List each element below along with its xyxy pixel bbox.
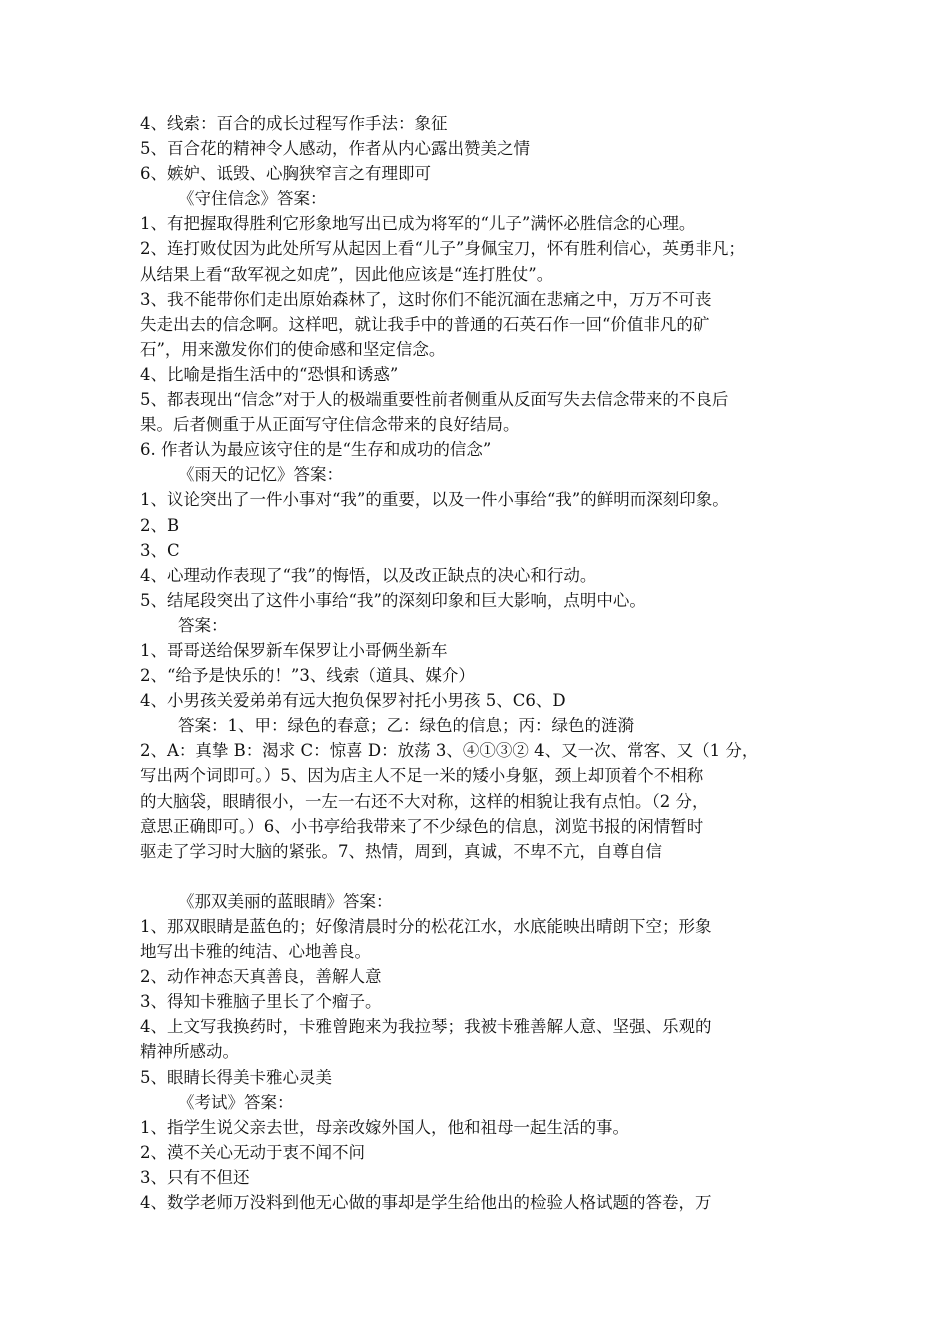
text-line: 3、得知卡雅脑子里长了个瘤子。 [140, 992, 382, 1012]
text-line: 5、百合花的精神令人感动，作者从内心露出赞美之情 [140, 139, 530, 159]
text-line: 从结果上看“敌军视之如虎”，因此他应该是“连打胜仗”。 [140, 264, 554, 284]
text-line: 1、指学生说父亲去世，母亲改嫁外国人，他和祖母一起生活的事。 [140, 1117, 629, 1137]
text-line: 写出两个词即可。）5、因为店主人不足一米的矮小身躯，颈上却顶着个不相称 [140, 766, 704, 786]
text-line: 4、线索：百合的成长过程写作手法：象征 [140, 114, 448, 133]
text-line: 4、小男孩关爱弟弟有远大抱负保罗衬托小男孩 5、C6、D [140, 691, 566, 711]
section-heading: 《雨天的记忆》答案： [178, 465, 343, 485]
text-line: 1、有把握取得胜利它形象地写出已成为将军的“儿子”满怀必胜信念的心理。 [140, 214, 696, 234]
text-line: 3、我不能带你们走出原始森林了，这时你们不能沉湎在悲痛之中，万万不可丧 [140, 289, 712, 309]
text-line: 精神所感动。 [140, 1042, 239, 1062]
text-line: 1、那双眼睛是蓝色的；好像清晨时分的松花江水，水底能映出晴朗下空；形象 [140, 917, 712, 936]
text-line: 4、比喻是指生活中的“恐惧和诱惑” [140, 364, 399, 384]
text-line: 的大脑袋，眼睛很小，一左一右还不大对称，这样的相貌让我有点怕。（2 分， [140, 791, 709, 811]
text-line: 2、“给予是快乐的！”3、线索（道具、媒介） [140, 666, 475, 686]
section-heading: 答案： [178, 615, 228, 635]
text-line: 4、心理动作表现了“我”的悔悟，以及改正缺点的决心和行动。 [140, 565, 597, 585]
text-line: 6、嫉妒、诋毁、心胸狭窄言之有理即可 [140, 164, 431, 184]
text-line: 5、眼睛长得美卡雅心灵美 [140, 1067, 332, 1087]
text-line: 驱走了学习时大脑的紧张。7、热情，周到，真诚，不卑不亢，自尊自信 [140, 841, 662, 861]
text-line: 3、只有不但还 [140, 1167, 250, 1187]
section-heading: 《考试》答案： [178, 1092, 294, 1112]
text-line: 2、动作神态天真善良，善解人意 [140, 967, 382, 987]
text-line: 2、B [140, 515, 180, 535]
section-heading: 答案：1、甲：绿色的春意；乙：绿色的信息；丙：绿色的涟漪 [178, 716, 634, 736]
text-line: 4、数学老师万没料到他无心做的事却是学生给他出的检验人格试题的答卷，万 [140, 1193, 712, 1213]
text-line: 3、C [140, 540, 180, 560]
text-line: 2、漠不关心无动于衷不闻不问 [140, 1142, 365, 1162]
section-heading: 《守住信念》答案： [178, 189, 327, 209]
text-line: 意思正确即可。）6、小书亭给我带来了不少绿色的信息，浏览书报的闲情暂时 [140, 816, 704, 836]
section-heading: 《那双美丽的蓝眼睛》答案： [178, 891, 393, 911]
document-body [140, 111, 830, 1215]
blank-line [140, 864, 830, 889]
text-line: 果。后者侧重于从正面写守住信念带来的良好结局。 [140, 415, 520, 435]
text-line: 5、结尾段突出了这件小事给“我”的深刻印象和巨大影响，点明中心。 [140, 590, 646, 610]
text-line: 5、都表现出“信念”对于人的极端重要性前者侧重从反面写失去信念带来的不良后 [140, 390, 729, 410]
text-line: 2、A：真挚 B：渴求 C：惊喜 D：放荡 3、④①③② 4、又一次、常客、又（1 分， [140, 741, 759, 761]
text-line: 石”，用来激发你们的使命感和坚定信念。 [140, 339, 446, 359]
text-line: 2、连打败仗因为此处所写从起因上看“儿子”身佩宝刀，怀有胜利信心，英勇非凡； [140, 239, 745, 259]
text-line: 失走出去的信念啊。这样吧，就让我手中的普通的石英石作一回“价值非凡的矿 [140, 314, 710, 334]
text-line: 1、议论突出了一件小事对“我”的重要，以及一件小事给“我”的鲜明而深刻印象。 [140, 490, 729, 510]
text-line: 4、上文写我换药时，卡雅曾跑来为我拉琴；我被卡雅善解人意、坚强、乐观的 [140, 1017, 712, 1037]
text-line: 地写出卡雅的纯洁、心地善良。 [140, 942, 371, 962]
text-line: 1、哥哥送给保罗新车保罗让小哥俩坐新车 [140, 640, 448, 660]
text-line: 6. 作者认为最应该守住的是“生存和成功的信念” [140, 440, 492, 460]
